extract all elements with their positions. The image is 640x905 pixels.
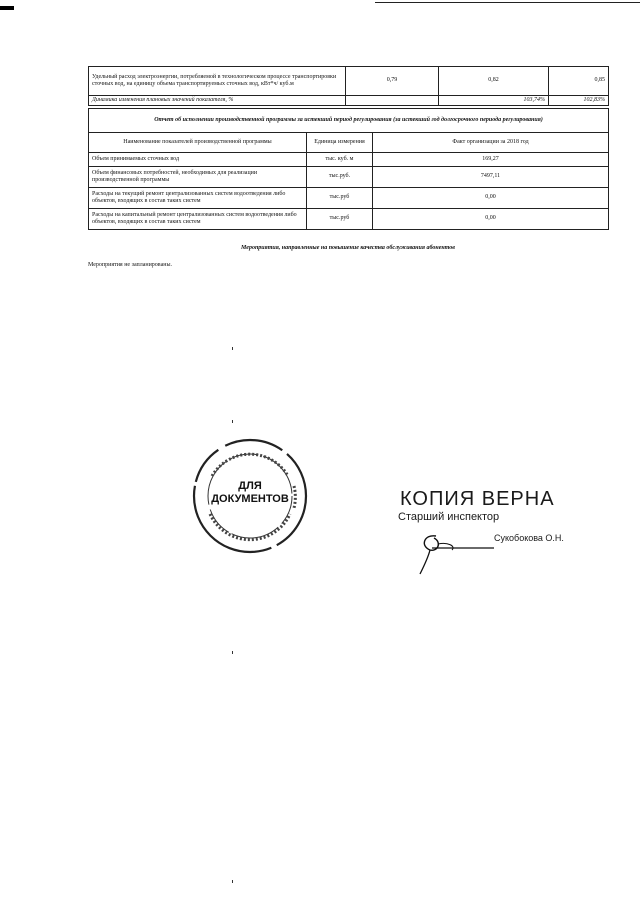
- header-unit: Единица измерения: [307, 133, 373, 153]
- stamp-line-1: ДЛЯ: [238, 480, 262, 492]
- table-row: [89, 67, 609, 96]
- row-name: Объем финансовых потребностей, необходимых для реализации производственной программы: [89, 167, 307, 188]
- top-left-mark: [0, 6, 14, 10]
- table-row: [89, 209, 609, 230]
- row-fact: 0,00: [373, 188, 609, 209]
- row-name: Расходы на текущий ремонт централизованных систем водоотведения либо объектов, входящих в состав таких систем: [89, 188, 307, 209]
- row-name: Расходы на капитальный ремонт централизованных систем водоотведения либо объектов, входящих в состав таких систем: [89, 209, 307, 230]
- row-fact: 0,00: [373, 209, 609, 230]
- header-fact: Факт организации за 2018 год: [373, 133, 609, 153]
- energy-value-2: 0,82: [439, 67, 549, 96]
- report-heading: Отчет об исполнении производственной программы за истекший период регулирования (за истекший год долгосрочного периода регулирования): [89, 109, 609, 133]
- copy-true-stamp: КОПИЯ ВЕРНА: [400, 488, 555, 510]
- production-program-report-table: [88, 108, 609, 230]
- top-right-rule: [375, 2, 640, 3]
- handwritten-signature: [408, 526, 518, 578]
- table-row: [89, 109, 609, 133]
- energy-indicator-table: [88, 66, 609, 106]
- dynamics-value-3: 102,83%: [549, 96, 609, 106]
- stamp-line-2: ДОКУМЕНТОВ: [211, 493, 289, 505]
- table-row: [89, 153, 609, 167]
- row-name: Объем принимаемых сточных вод: [89, 153, 307, 167]
- row-unit: тыс.руб: [307, 209, 373, 230]
- row-unit: тыс.руб: [307, 188, 373, 209]
- row-fact: 7497,11: [373, 167, 609, 188]
- round-stamp: [190, 436, 310, 556]
- signer-name: Сукобокова О.Н.: [494, 533, 564, 543]
- inspector-title: Старший инспектор: [398, 511, 500, 523]
- empty-cell: [346, 96, 439, 106]
- table-header-row: [89, 133, 609, 153]
- table-row: [89, 96, 609, 106]
- measures-note: Мероприятия не запланированы.: [88, 262, 172, 268]
- table-row: [89, 167, 609, 188]
- table-row: [89, 188, 609, 209]
- row-fact: 169,27: [373, 153, 609, 167]
- row-unit: тыс. куб. м: [307, 153, 373, 167]
- scan-speck: [232, 880, 233, 883]
- scan-speck: [232, 420, 233, 423]
- dynamics-row-label: Динамика изменения плановых значений показателя, %: [89, 96, 346, 106]
- scan-speck: [232, 651, 233, 654]
- measures-heading: Мероприятия, направленные на повышение качества обслуживания абонентов: [241, 245, 455, 251]
- scan-speck: [232, 347, 233, 350]
- energy-row-label: Удельный расход электроэнергии, потребляемой в технологическом процессе транспортировки сточных вод, на единицу объема транспортируемых сточных вод, кВт*ч/ куб.м: [89, 67, 346, 96]
- row-unit: тыс.руб.: [307, 167, 373, 188]
- energy-value-3: 0,85: [549, 67, 609, 96]
- header-name: Наименование показателей производственной программы: [89, 133, 307, 153]
- dynamics-value-2: 103,74%: [439, 96, 549, 106]
- energy-value-1: 0,79: [346, 67, 439, 96]
